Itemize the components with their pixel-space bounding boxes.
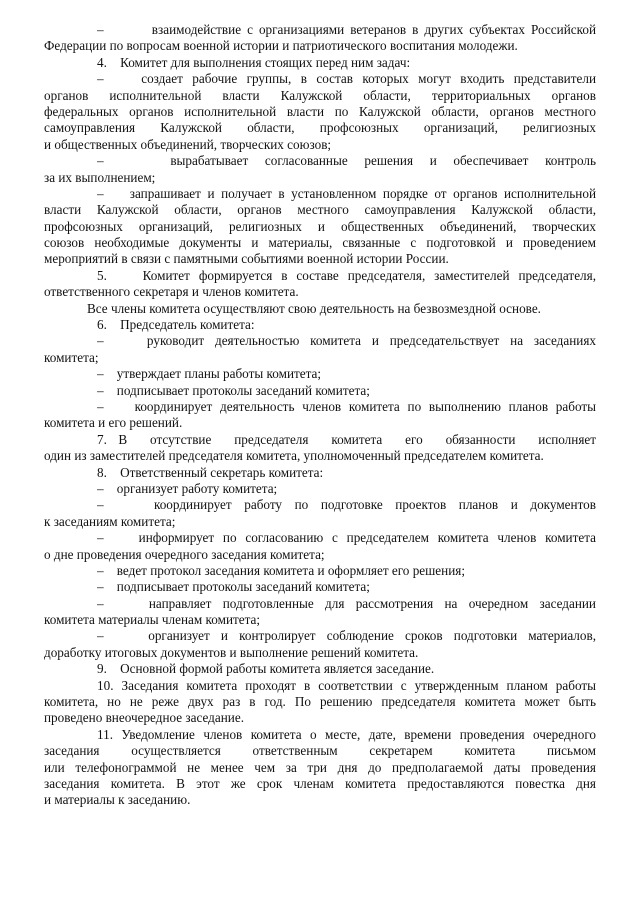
text-line: комитета материалы членам комитета; (44, 612, 261, 628)
text-line: – запрашивает и получает в установленном порядке от органов исполнительной (97, 185, 596, 201)
text-line: комитета, но не реже двух раз в год. По решению председателя комитета может быть (44, 694, 596, 710)
text-line: 9. Основной формой работы комитета является заседание. (97, 661, 435, 677)
text-line: – создает рабочие группы, в состав которых могут входить представители (97, 71, 596, 87)
text-line: профсоюзных организаций, религиозных и общественных объединений, творческих (44, 218, 596, 234)
text-line: и общественных объединений, творческих союзов; (44, 136, 332, 152)
text-line: – подписывает протоколы заседаний комитета; (97, 579, 370, 595)
text-line: – взаимодействие с организациями ветеранов в других субъектах Российской (97, 22, 596, 37)
text-line: – ведет протокол заседания комитета и оформляет его решения; (97, 562, 465, 578)
text-line: 7. В отсутствие председателя комитета его обязанности исполняет (97, 431, 596, 447)
text-line: о дне проведения очередного заседания комитета; (44, 546, 325, 562)
text-line: – подписывает протоколы заседаний комитета; (97, 382, 370, 398)
text-line: комитета; (44, 349, 99, 365)
text-line: федеральных органов исполнительной власти по Калужской области, органов местного (44, 103, 596, 119)
text-line: 5. Комитет формируется в составе председателя, заместителей председателя, (97, 267, 596, 283)
text-line: – утверждает планы работы комитета; (97, 366, 322, 382)
text-line: 6. Председатель комитета: (97, 317, 255, 333)
text-line: один из заместителей председателя комитета, уполномоченный председателем комитета. (44, 448, 544, 464)
text-line: к заседаниям комитета; (44, 513, 176, 529)
text-line: мероприятий в связи с памятными событиями военной истории России. (44, 251, 449, 267)
text-line: ответственного секретаря и членов комитета. (44, 284, 299, 300)
text-line: проведено внеочередное заседание. (44, 710, 244, 726)
text-line: 4. Комитет для выполнения стоящих перед ним задач: (97, 54, 411, 70)
text-line: или телефонограммой не менее чем за три дня до предполагаемой даты проведения (44, 759, 596, 775)
text-line: заседания комитета. В этот же срок членам комитета предоставляются повестка дня (44, 775, 596, 791)
text-line: 11. Уведомление членов комитета о месте, дате, времени проведения очередного (97, 726, 596, 742)
text-line: – направляет подготовленные для рассмотрения на очередном заседании (97, 595, 596, 611)
text-line: и материалы к заседанию. (44, 792, 191, 808)
text-line: самоуправления Калужской области, профсоюзных организаций, религиозных (44, 120, 596, 136)
text-line: – организует и контролирует соблюдение сроков подготовки материалов, (97, 628, 596, 644)
text-line: – координирует работу по подготовке проектов планов и документов (97, 497, 596, 513)
text-line: союзов необходимые документы и материалы, связанные с подготовкой и проведением (44, 235, 596, 251)
text-line: комитета и его решений. (44, 415, 183, 431)
text-line: за их выполнением; (44, 169, 156, 185)
text-line: органов исполнительной власти Калужской области, территориальных органов (44, 87, 596, 103)
text-line: заседания осуществляется ответственным секретарем комитета письмом (44, 743, 596, 759)
text-line: Все члены комитета осуществляют свою деятельность на безвозмездной основе. (87, 300, 541, 316)
text-line: – координирует деятельность членов комитета по выполнению планов работы (97, 398, 596, 414)
text-line: – вырабатывает согласованные решения и обеспечивает контроль (97, 153, 596, 169)
text-line: – организует работу комитета; (97, 480, 278, 496)
text-line: Федерации по вопросам военной истории и патриотического воспитания молодежи. (44, 38, 518, 54)
text-line: доработку итоговых документов и выполнение решений комитета. (44, 644, 419, 660)
text-line: 8. Ответственный секретарь комитета: (97, 464, 324, 480)
text-line: – информирует по согласованию с председателем комитета членов комитета (97, 530, 596, 546)
text-line: власти Калужской области, органов местного самоуправления Калужской области, (44, 202, 596, 218)
text-line: 10. Заседания комитета проходят в соответствии с утвержденным планом работы (97, 677, 596, 693)
text-line: – руководит деятельностью комитета и председательствует на заседаниях (97, 333, 596, 349)
document-body (44, 22, 596, 809)
